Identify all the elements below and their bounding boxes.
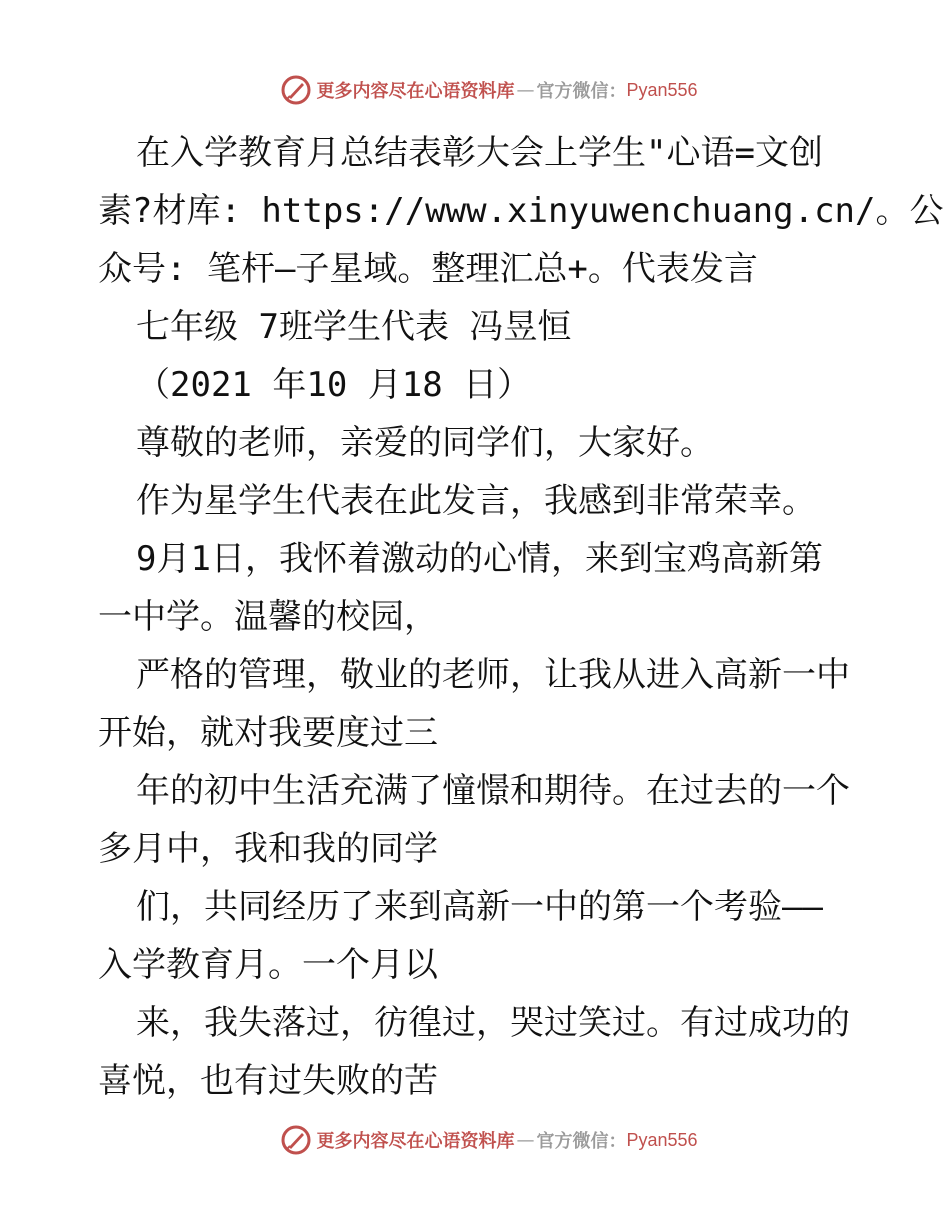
footer-banner [0,1120,950,1160]
footer-main-text: 更多内容尽在心语资料库 [316,1131,515,1152]
text-line: 开始，就对我要度过三 [98,713,438,753]
text-line: 尊敬的老师，亲爱的同学们，大家好。 [136,423,714,463]
author-line: 七年级 7班学生代表 冯昱恒 [136,307,572,347]
text-line: 一中学。温馨的校园， [98,597,438,637]
header-separator: — [516,79,535,101]
footer-separator: — [516,1129,535,1151]
text-line: 来，我失落过，彷徨过，哭过笑过。有过成功的 [136,1003,850,1043]
quill-logo-icon [280,1124,312,1156]
header-handle: Pyan556 [626,79,698,100]
date-line: （2021 年10 月18 日） [136,365,532,405]
text-line: 严格的管理，敬业的老师，让我从进入高新一中 [136,655,850,695]
header-banner [0,70,950,110]
text-line: 多月中，我和我的同学 [98,829,438,869]
text-line: 在入学教育月总结表彰大会上学生"心语=文创 [136,133,823,173]
text-line: 作为星学生代表在此发言，我感到非常荣幸。 [136,481,816,521]
quill-logo-icon [280,74,312,106]
text-line: 众号: 笔杆—子星域。整理汇总+。代表发言 [98,249,758,289]
document-body [98,124,944,1110]
text-line: 素?材库: https://www.xinyuwenchuang.cn/。公 [98,191,944,231]
header-main-text: 更多内容尽在心语资料库 [316,81,515,102]
text-line: 们，共同经历了来到高新一中的第一个考验—— [136,887,823,927]
text-line: 入学教育月。一个月以 [98,945,438,985]
header-sub-text: 官方微信： [536,81,627,102]
text-line: 年的初中生活充满了憧憬和期待。在过去的一个 [136,771,850,811]
text-line: 9月1日，我怀着激动的心情，来到宝鸡高新第 [136,539,823,579]
footer-sub-text: 官方微信： [536,1131,627,1152]
footer-handle: Pyan556 [626,1129,698,1150]
text-line: 喜悦，也有过失败的苦 [98,1061,438,1101]
